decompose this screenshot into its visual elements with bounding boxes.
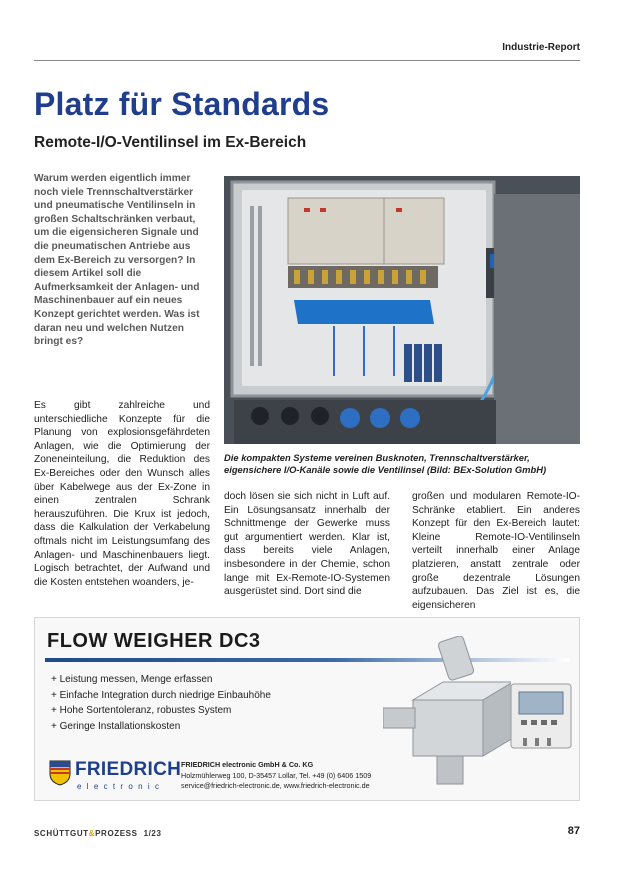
ad-feature-list <box>51 672 271 734</box>
photo-caption: Die kompakten Systeme vereinen Busknoten, Trennschaltverstärker, eigensichere I/O-Kanäle sowie die Ventilinsel (Bild: BEx-Solution GmbH) <box>224 452 547 476</box>
magazine-name-part-1: SCHÜTTGUT <box>34 829 89 838</box>
header-divider <box>34 60 580 61</box>
section-label: Industrie-Report <box>502 42 580 53</box>
company-contact[interactable]: service@friedrich-electronic.de, www.friedrich-electronic.de <box>181 781 370 791</box>
company-name: FRIEDRICH electronic GmbH & Co. KG <box>181 760 314 769</box>
company-address: Holzmühlerweg 100, D-35457 Lollar, Tel. +49 (0) 6406 1509 <box>181 770 372 780</box>
ad-feature-item: + Geringe Installationskosten <box>51 719 271 735</box>
control-cabinet-photo <box>224 176 580 444</box>
ad-contact-block <box>181 760 401 792</box>
ad-feature-item: + Leistung messen, Menge erfassen <box>51 672 271 688</box>
advertisement[interactable] <box>34 617 580 801</box>
magazine-ampersand: & <box>88 829 96 838</box>
article-subtitle: Remote-I/O-Ventilinsel im Ex-Bereich <box>34 134 307 151</box>
logo-subline: electronic <box>77 782 165 791</box>
ad-feature-item: + Einfache Integration durch niedrige Einbauhöhe <box>51 688 271 704</box>
issue-number: 1/23 <box>143 829 162 838</box>
article-lead: Warum werden eigentlich immer noch viele Trennschaltverstärker und pneumatische Ventilinseln in großen Schaltschränken verbaut, um die eigensicheren Signale und die pneumatischen Antriebe aus dem Ex-Bereich zu versorgen? In diesem Artikel soll die Aufmerksamkeit der Anlagen- und Maschinenbauer auf ein neues Konzept gerichtet werden. Was ist daran neu und welchen Nutzen bringt es? <box>34 173 200 348</box>
article-photo <box>224 176 580 444</box>
body-column-2: doch lösen sie sich nicht in Luft auf. Ein Lösungsansatz innerhalb der Schnittmenge der Gewerke muss gut argumentiert werden. Klar ist, dass bereits viele Anlagen, insbesondere in der Chemie, schon lange mit Ex-Remote-IO-Systemen ausgerüstet sind. Dort sind die <box>224 491 390 598</box>
magazine-name-part-2: PROZESS <box>95 829 138 838</box>
page-number: 87 <box>567 825 580 837</box>
ad-feature-item: + Hohe Sortentoleranz, robustes System <box>51 703 271 719</box>
article-title: Platz für Standards <box>34 86 330 122</box>
magazine-footer <box>34 829 162 838</box>
ad-title: FLOW WEIGHER DC3 <box>47 630 261 652</box>
coat-of-arms-icon <box>49 760 71 786</box>
flow-weigher-product-image <box>383 636 511 788</box>
logo-wordmark: FRIEDRICH <box>75 759 182 780</box>
body-column-1: Es gibt zahlreiche und unterschiedliche Konzepte für die Planung von explosionsgefährdeten Anlagen, wie die Optimierung der Zoneneinteilung, die Reduktion des Ex-Bereiches oder den Wunsch alles über Kabelwege aus der Ex-Zone in einen zentralen Schrank herauszuführen. Die Krux ist jedoch, dass die Kalkulation der Verkabelung oftmals nicht im Leistungsumfang des Anlagen- und Maschinenbauers liegt. Logisch betrachtet, der Aufwand und die Kosten entstehen woanders, je- <box>34 400 210 588</box>
control-unit-image <box>509 680 573 752</box>
body-column-3: großen und modularen Remote-IO-Schränke etabliert. Ein anderes Konzept für den Ex-Bereich lautet: Kleine Remote-IO-Ventilinseln verteilt innerhalb einer Anlage platzieren, anstatt zentrale oder große dezentrale Lösungen aufzubauen. Das Ziel ist es, die eigensicheren <box>412 491 580 611</box>
friedrich-logo[interactable] <box>49 758 181 796</box>
